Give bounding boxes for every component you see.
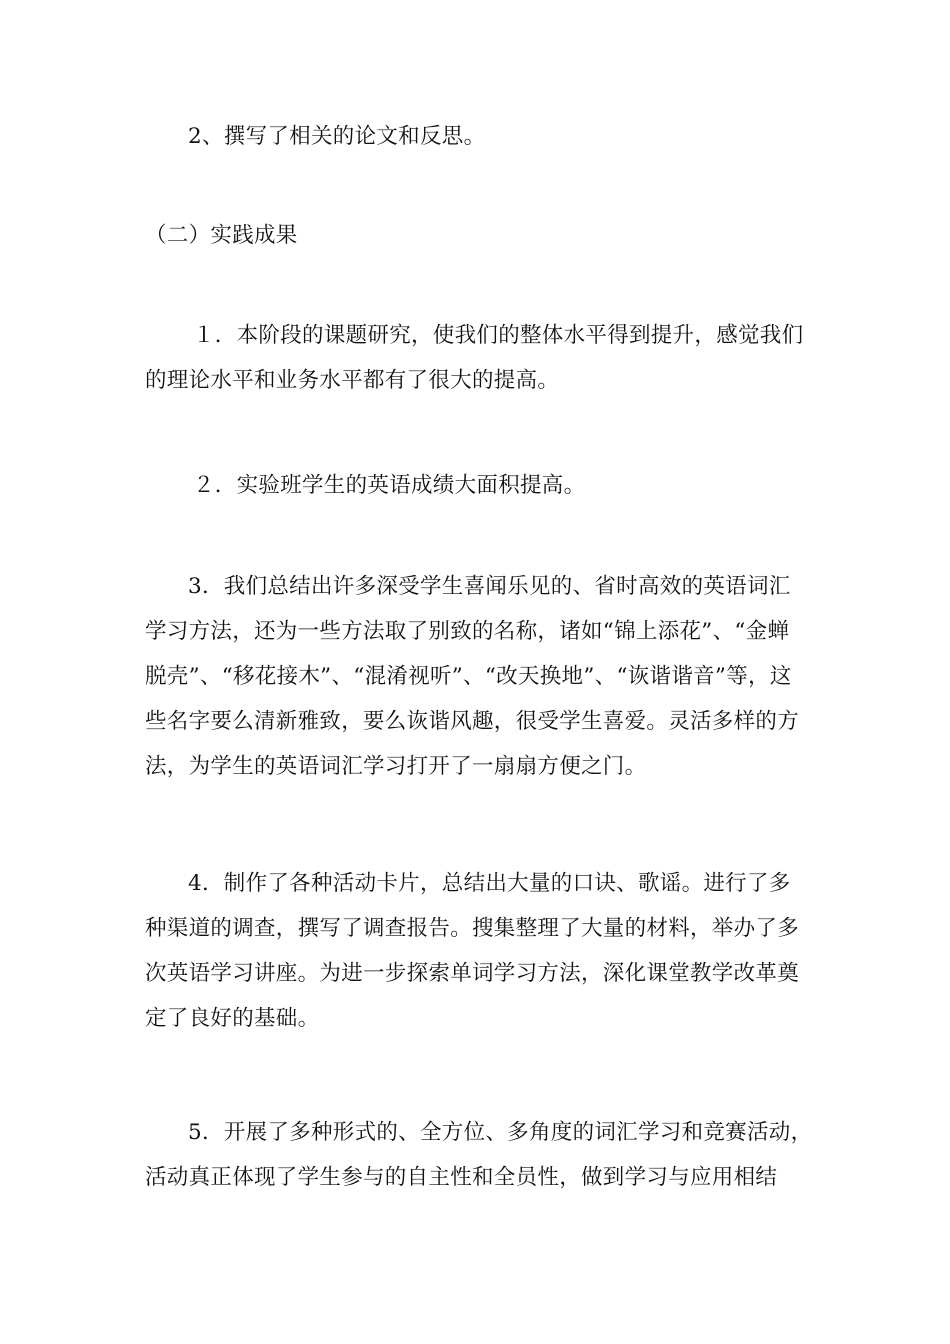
text-line: 5．开展了多种形式的、全方位、多角度的词汇学习和竞赛活动， bbox=[188, 1120, 813, 1145]
text-line: 活动真正体现了学生参与的自主性和全员性，做到学习与应用相结 bbox=[145, 1165, 778, 1190]
text-line: 些名字要么清新雅致，要么诙谐风趣，很受学生喜爱。灵活多样的方 bbox=[145, 709, 800, 734]
paragraph-practice-2 bbox=[145, 463, 811, 508]
paragraph-practice-1 bbox=[145, 313, 811, 403]
text-line: 定了良好的基础。 bbox=[145, 1006, 320, 1031]
text-line: ２．实验班学生的英语成绩大面积提高。 bbox=[193, 473, 586, 498]
text-line: 4．制作了各种活动卡片，总结出大量的口诀、歌谣。进行了多 bbox=[188, 871, 791, 896]
text-line: 2、撰写了相关的论文和反思。 bbox=[188, 124, 486, 149]
text-line: 法，为学生的英语词汇学习打开了一扇扇方便之门。 bbox=[145, 754, 647, 779]
text-line: 3．我们总结出许多深受学生喜闻乐见的、省时高效的英语词汇 bbox=[188, 574, 791, 599]
paragraph-item-2-theory bbox=[188, 114, 854, 159]
text-line: （二）实践成果 bbox=[145, 223, 298, 248]
paragraph-practice-3 bbox=[145, 564, 811, 789]
text-line: 脱壳”、“移花接木”、“混淆视听”、“改天换地”、“诙谐谐音”等，这 bbox=[145, 664, 792, 689]
paragraph-practice-4 bbox=[145, 861, 811, 1041]
text-line: 次英语学习讲座。为进一步探索单词学习方法，深化课堂教学改革奠 bbox=[145, 961, 800, 986]
paragraph-practice-5 bbox=[145, 1110, 811, 1200]
text-line: 种渠道的调查，撰写了调查报告。搜集整理了大量的材料，举办了多 bbox=[145, 916, 800, 941]
section-heading-practice-results bbox=[145, 213, 811, 258]
text-line: １．本阶段的课题研究，使我们的整体水平得到提升，感觉我们 bbox=[193, 323, 804, 348]
text-line: 的理论水平和业务水平都有了很大的提高。 bbox=[145, 368, 560, 393]
text-line: 学习方法，还为一些方法取了别致的名称，诸如“锦上添花”、“金蝉 bbox=[145, 619, 790, 644]
